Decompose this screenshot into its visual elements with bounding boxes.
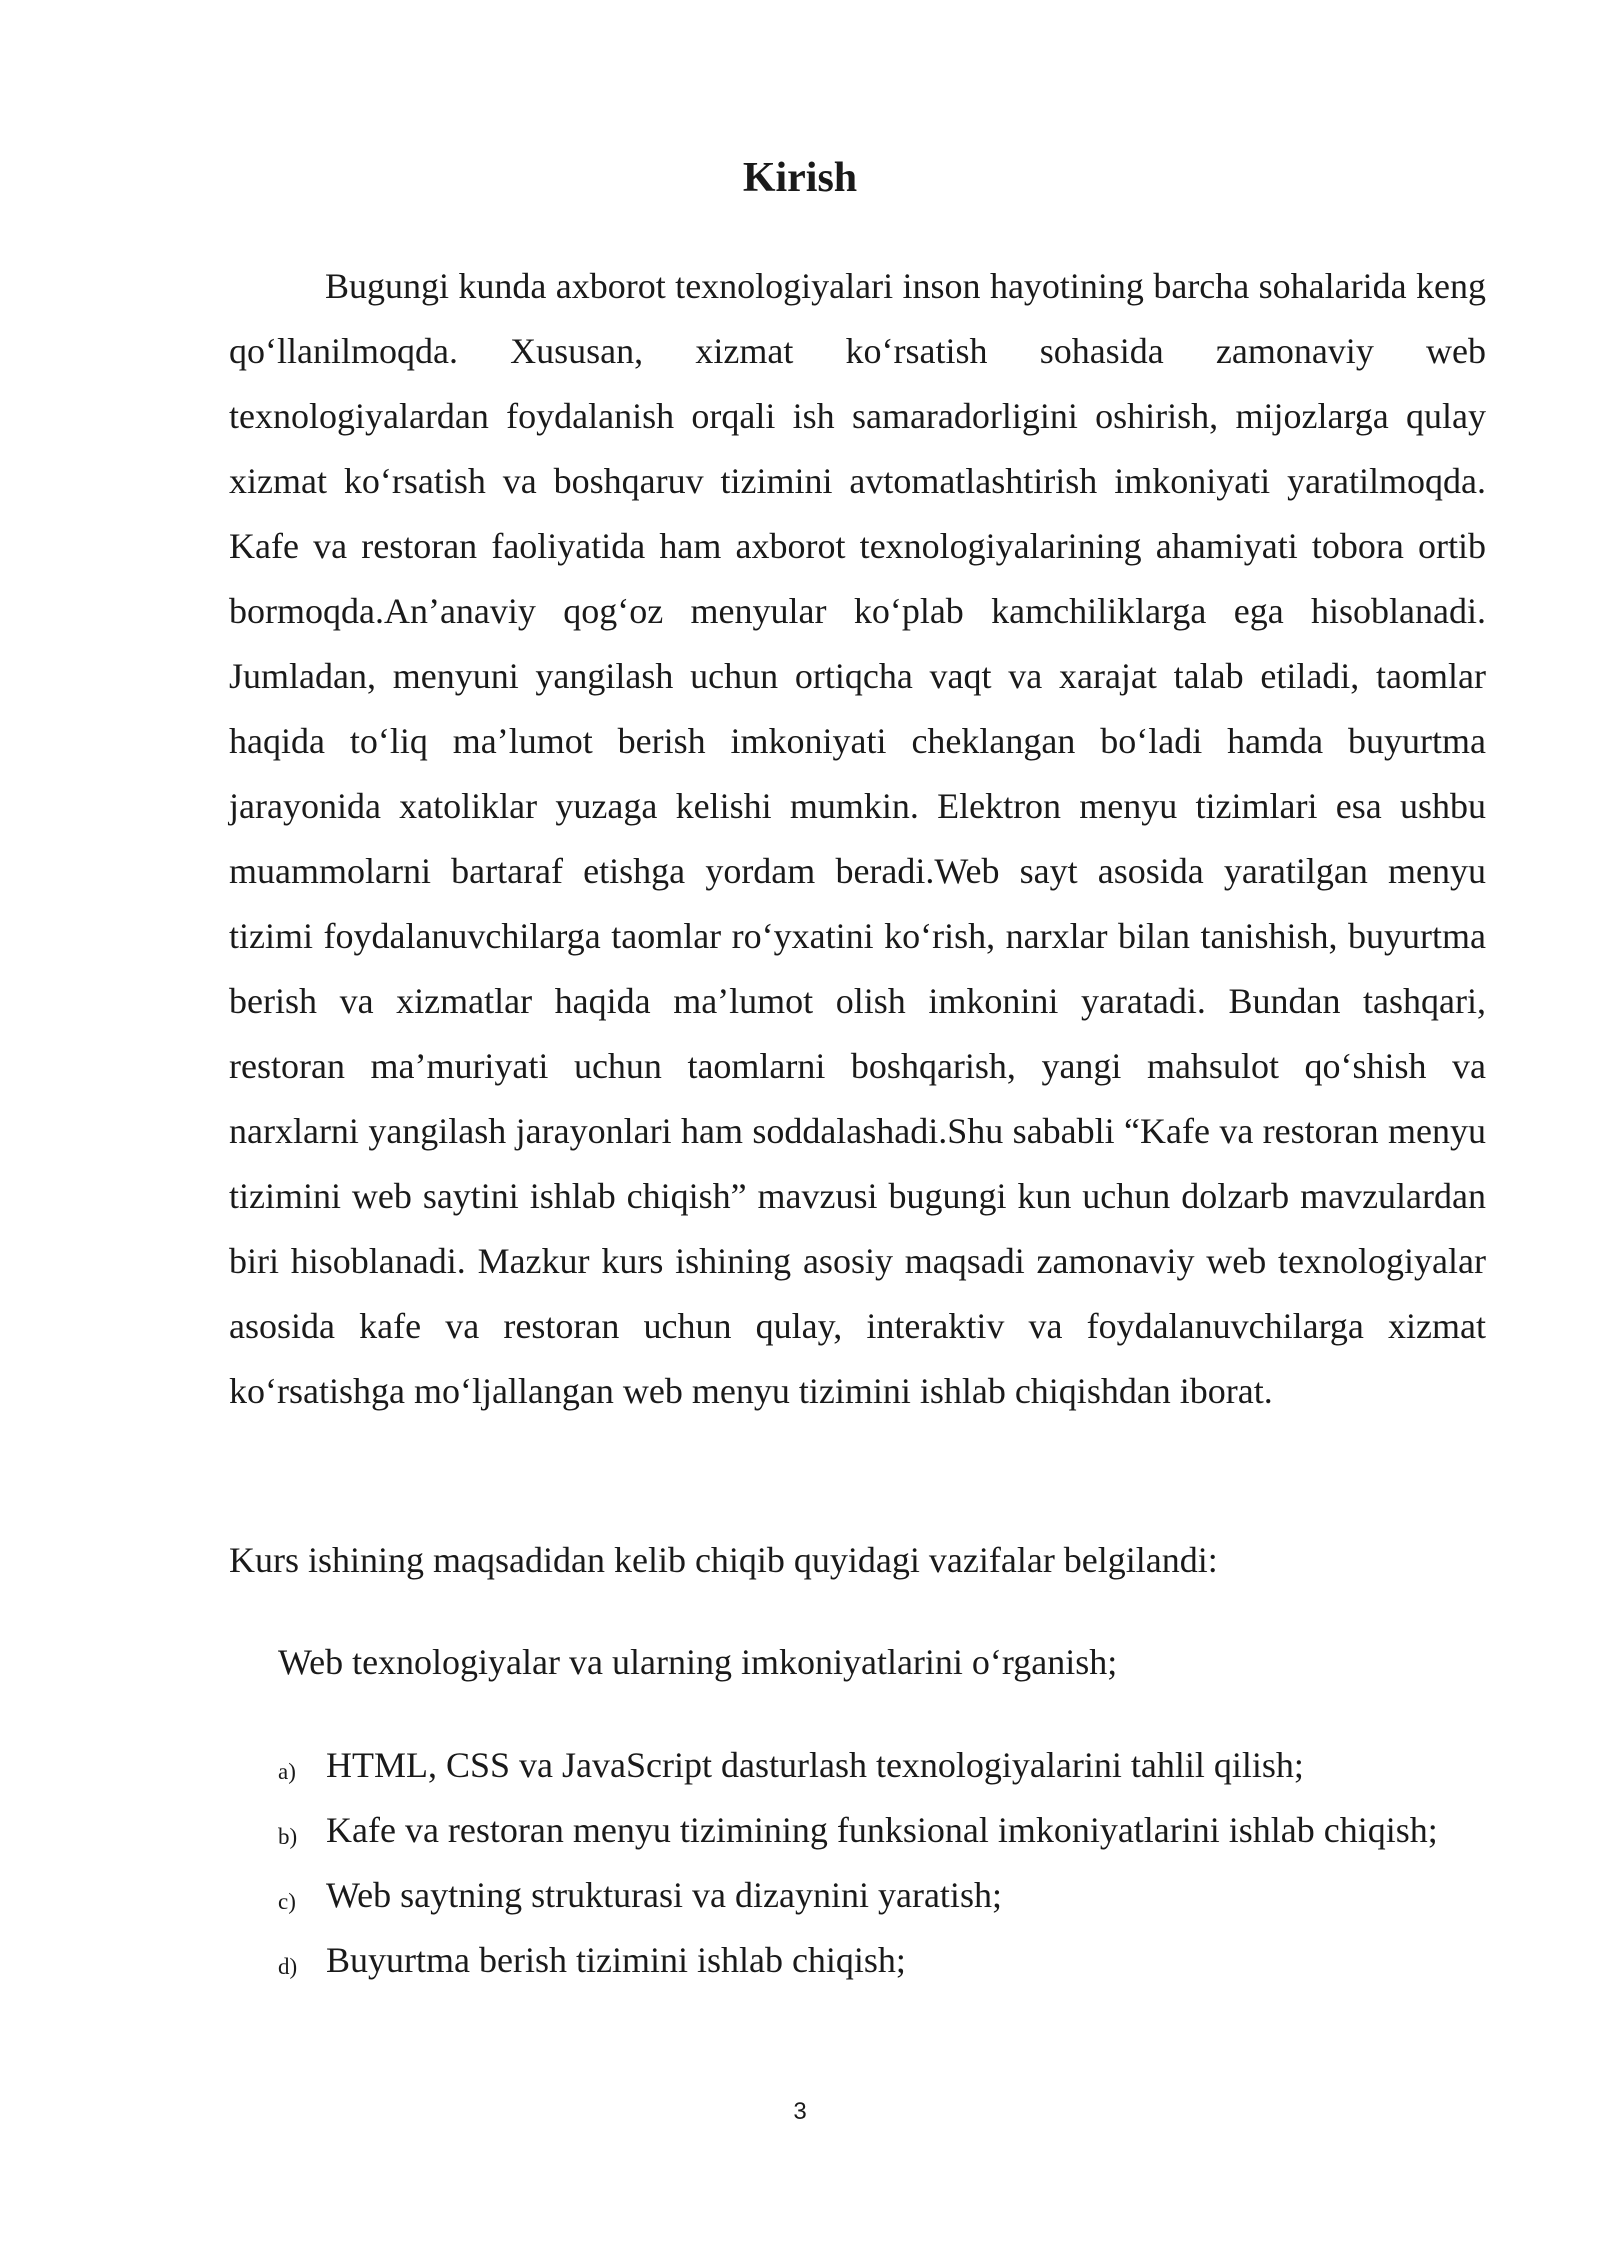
task-text-a: HTML, CSS va JavaScript dasturlash texnologiyalarini tahlil qilish; (326, 1745, 1304, 1785)
page-title: Kirish (742, 155, 858, 201)
task-text-d: Buyurtma berish tizimini ishlab chiqish; (326, 1940, 906, 1980)
list-marker-a: a) (278, 1759, 296, 1784)
task-item-first: Web texnologiyalar va ularning imkoniyatlarini o‘rganish; (278, 1642, 1118, 1682)
page-number: 3 (793, 2098, 807, 2125)
task-text-b: Kafe va restoran menyu tizimining funksional imkoniyatlarini ishlab chiqish; (326, 1810, 1438, 1850)
tasks-lead-sentence: Kurs ishining maqsadidan kelib chiqib quyidagi vazifalar belgilandi: (229, 1540, 1218, 1580)
list-marker-d: d) (278, 1954, 298, 1979)
task-text-c: Web saytning strukturasi va dizaynini yaratish; (326, 1875, 1002, 1915)
list-marker-b: b) (278, 1824, 298, 1849)
task-item-d (278, 1928, 1486, 1993)
task-item-a (278, 1733, 1486, 1798)
task-item-b (278, 1798, 1486, 1863)
intro-paragraph: Bugungi kunda axborot texnologiyalari inson hayotining barcha sohalarida keng qo‘llanilmoqda. Xususan, xizmat ko‘rsatish sohasida zamonaviy web texnologiyalardan foydalanish orqali ish samaradorligini oshirish, mijozlarga qulay xizmat ko‘rsatish va boshqaruv tizimini avtomatlashtirish imkoniyati yaratilmoqda. Kafe va restoran faoliyatida ham axborot texnologiyalarining ahamiyati tobora ortib bormoqda.An’anaviy qog‘oz menyular ko‘plab kamchiliklarga ega hisoblanadi. Jumladan, menyuni yangilash uchun ortiqcha vaqt va xarajat talab etiladi, taomlar haqida to‘liq ma’lumot berish imkoniyati cheklangan bo‘ladi hamda buyurtma jarayonida xatoliklar yuzaga kelishi mumkin. Elektron menyu tizimlari esa ushbu muammolarni bartaraf etishga yordam beradi.Web sayt asosida yaratilgan menyu tizimi foydalanuvchilarga taomlar ro‘yxatini ko‘rish, narxlar bilan tanishish, buyurtma berish va xizmatlar haqida ma’lumot olish imkonini yaratadi. Bundan tashqari, restoran ma’muriyati uchun taomlarni boshqarish, yangi mahsulot qo‘shish va narxlarni yangilash jarayonlari ham soddalashadi.Shu sababli “Kafe va restoran menyu tizimini web saytini ishlab chiqish” mavzusi bugungi kun uchun dolzarb mavzulardan biri hisoblanadi. Mazkur kurs ishining asosiy maqsadi zamonaviy web texnologiyalar asosida kafe va restoran uchun qulay, interaktiv va foydalanuvchilarga xizmat ko‘rsatishga mo‘ljallangan web menyu tizimini ishlab chiqishdan iborat. (229, 266, 1486, 1411)
task-item-c (278, 1863, 1486, 1928)
list-marker-c: c) (278, 1889, 296, 1914)
task-list (278, 1733, 1486, 1993)
